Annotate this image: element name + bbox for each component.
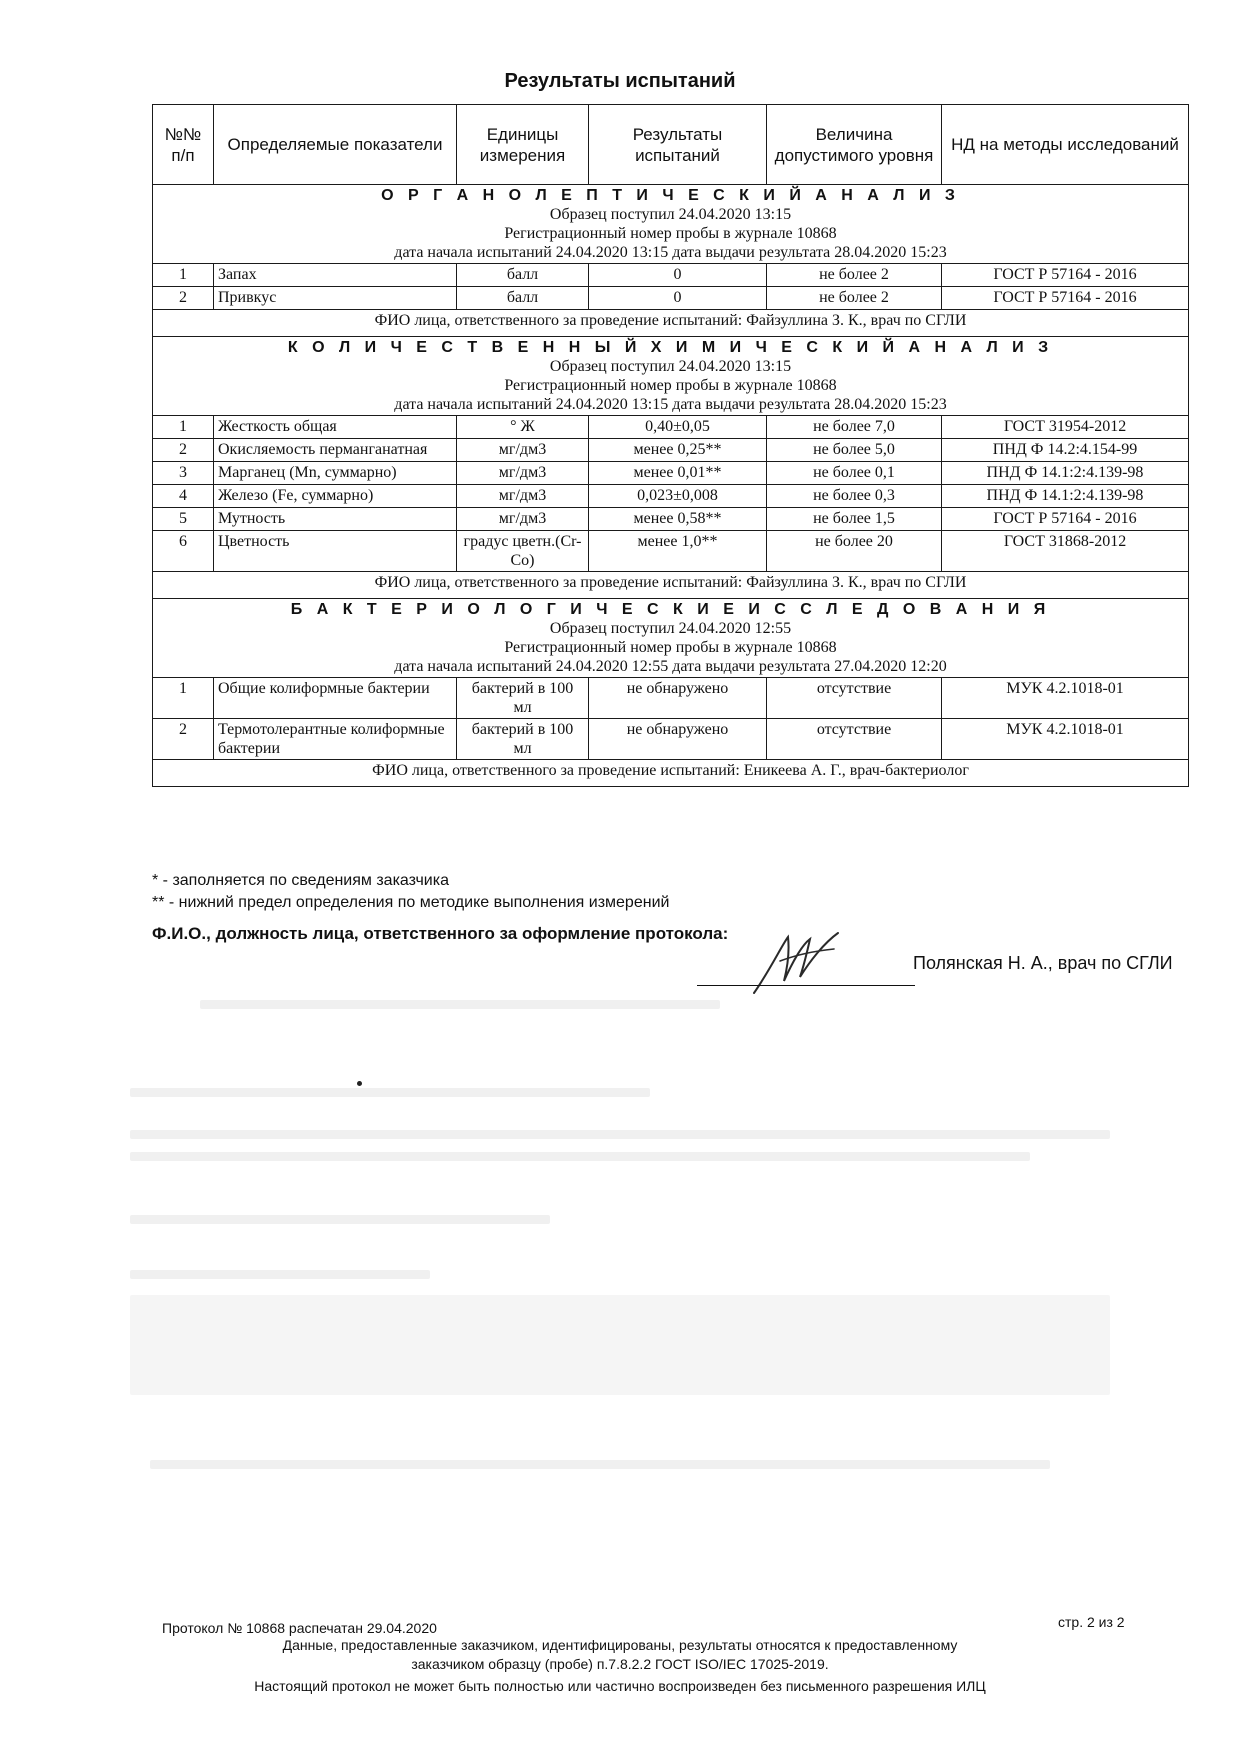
cell-units: мг/дм3 xyxy=(457,508,589,531)
table-row xyxy=(153,287,1189,310)
table-row xyxy=(153,719,1189,760)
cell-indicator: Окисляемость перманганатная xyxy=(214,439,457,462)
handwritten-signature xyxy=(740,915,850,1005)
cell-units: мг/дм3 xyxy=(457,485,589,508)
cell-result: менее 0,58** xyxy=(589,508,767,531)
page-number: стр. 2 из 2 xyxy=(1058,1614,1125,1630)
table-row xyxy=(153,508,1189,531)
cell-allowed-level: не более 20 xyxy=(767,531,942,572)
cell-number: 2 xyxy=(153,439,214,462)
header-methods: НД на методы исследований xyxy=(942,105,1189,185)
cell-indicator: Термотолерантные колиформные бактерии xyxy=(214,719,457,760)
table-row xyxy=(153,439,1189,462)
table-row xyxy=(153,678,1189,719)
ink-dot xyxy=(357,1081,362,1086)
bleed-through-mark xyxy=(130,1130,1110,1139)
bleed-through-mark xyxy=(130,1215,550,1224)
footer-disclaimer-line1: Данные, предоставленные заказчиком, идентифицированы, результаты относятся к предоставленному xyxy=(282,1637,958,1653)
cell-allowed-level: не более 0,3 xyxy=(767,485,942,508)
bleed-through-mark xyxy=(200,1000,720,1009)
cell-indicator: Цветность xyxy=(214,531,457,572)
cell-method: ПНД Ф 14.2:4.154-99 xyxy=(942,439,1189,462)
section-header-bacteriological xyxy=(153,599,1189,678)
header-number: №№ п/п xyxy=(153,105,214,185)
bleed-through-mark xyxy=(130,1295,1110,1395)
section-title: К О Л И Ч Е С Т В Е Н Н Ы Й Х И М И Ч Е С К И Й А Н А Л И З xyxy=(287,339,1054,356)
cell-number: 2 xyxy=(153,287,214,310)
responsible-person: ФИО лица, ответственного за проведение испытаний: Еникеева А. Г., врач-бактериолог xyxy=(153,760,1189,787)
cell-allowed-level: отсутствие xyxy=(767,678,942,719)
header-allowed-level: Величина допустимого уровня xyxy=(767,105,942,185)
test-dates: дата начала испытаний 24.04.2020 12:55 дата выдачи результата 27.04.2020 12:20 xyxy=(394,658,947,675)
table-row xyxy=(153,485,1189,508)
footnotes xyxy=(152,870,669,914)
section-header-chemical xyxy=(153,337,1189,416)
cell-method: ГОСТ 31954-2012 xyxy=(942,416,1189,439)
cell-result: 0 xyxy=(589,264,767,287)
results-table xyxy=(152,104,1189,787)
registration-number: Регистрационный номер пробы в журнале 10868 xyxy=(504,639,837,656)
bleed-through-mark xyxy=(130,1152,1030,1161)
cell-indicator: Запах xyxy=(214,264,457,287)
cell-indicator: Общие колиформные бактерии xyxy=(214,678,457,719)
table-row xyxy=(153,462,1189,485)
cell-result: 0,40±0,05 xyxy=(589,416,767,439)
table-header-row xyxy=(153,105,1189,185)
cell-indicator: Привкус xyxy=(214,287,457,310)
responsible-person: ФИО лица, ответственного за проведение испытаний: Файзуллина З. К., врач по СГЛИ xyxy=(153,572,1189,599)
cell-units: балл xyxy=(457,264,589,287)
cell-result: менее 1,0** xyxy=(589,531,767,572)
cell-result: 0 xyxy=(589,287,767,310)
cell-result: 0,023±0,008 xyxy=(589,485,767,508)
signature-line xyxy=(697,985,915,986)
protocol-print-info: Протокол № 10868 распечатан 29.04.2020 xyxy=(162,1620,437,1636)
cell-units: градус цветн.(Cr-Co) xyxy=(457,531,589,572)
bleed-through-mark xyxy=(130,1088,650,1097)
header-indicator: Определяемые показатели xyxy=(214,105,457,185)
cell-units: ° Ж xyxy=(457,416,589,439)
table-row xyxy=(153,531,1189,572)
cell-number: 2 xyxy=(153,719,214,760)
footnote-customer: * - заполняется по сведениям заказчика xyxy=(152,872,449,889)
cell-indicator: Марганец (Mn, суммарно) xyxy=(214,462,457,485)
sample-received: Образец поступил 24.04.2020 13:15 xyxy=(549,206,792,223)
cell-result: менее 0,01** xyxy=(589,462,767,485)
cell-method: МУК 4.2.1018-01 xyxy=(942,678,1189,719)
cell-result: не обнаружено xyxy=(589,678,767,719)
sample-received: Образец поступил 24.04.2020 12:55 xyxy=(549,620,792,637)
registration-number: Регистрационный номер пробы в журнале 10868 xyxy=(504,377,837,394)
cell-number: 1 xyxy=(153,678,214,719)
cell-units: балл xyxy=(457,287,589,310)
responsible-row xyxy=(153,572,1189,599)
cell-units: мг/дм3 xyxy=(457,439,589,462)
cell-allowed-level: не более 2 xyxy=(767,287,942,310)
cell-result: менее 0,25** xyxy=(589,439,767,462)
cell-units: бактерий в 100 мл xyxy=(457,719,589,760)
cell-allowed-level: не более 1,5 xyxy=(767,508,942,531)
cell-method: ПНД Ф 14.1:2:4.139-98 xyxy=(942,485,1189,508)
test-dates: дата начала испытаний 24.04.2020 13:15 дата выдачи результата 28.04.2020 15:23 xyxy=(394,244,947,261)
cell-method: ГОСТ Р 57164 - 2016 xyxy=(942,508,1189,531)
page-title: Результаты испытаний xyxy=(504,70,736,92)
cell-result: не обнаружено xyxy=(589,719,767,760)
cell-allowed-level: не более 0,1 xyxy=(767,462,942,485)
protocol-responsible-label: Ф.И.О., должность лица, ответственного за оформление протокола: xyxy=(152,924,729,943)
cell-number: 5 xyxy=(153,508,214,531)
table-row xyxy=(153,264,1189,287)
cell-number: 6 xyxy=(153,531,214,572)
bleed-through-mark xyxy=(130,1270,430,1279)
footer-disclaimer-line3: Настоящий протокол не может быть полностью или частично воспроизведен без письменного разрешения ИЛЦ xyxy=(254,1678,986,1694)
responsible-row xyxy=(153,310,1189,337)
protocol-responsible-name: Полянская Н. А., врач по СГЛИ xyxy=(913,953,1173,973)
footer-disclaimer-line2: заказчиком образцу (пробе) п.7.8.2.2 ГОСТ ISO/IEC 17025-2019. xyxy=(411,1656,829,1672)
header-units: Единицы измерения xyxy=(457,105,589,185)
responsible-row xyxy=(153,760,1189,787)
cell-number: 3 xyxy=(153,462,214,485)
cell-number: 1 xyxy=(153,264,214,287)
sample-received: Образец поступил 24.04.2020 13:15 xyxy=(549,358,792,375)
table-row xyxy=(153,416,1189,439)
bleed-through-mark xyxy=(150,1460,1050,1469)
footnote-detection-limit: ** - нижний предел определения по методике выполнения измерений xyxy=(152,894,670,911)
test-dates: дата начала испытаний 24.04.2020 13:15 дата выдачи результата 28.04.2020 15:23 xyxy=(394,396,947,413)
cell-method: ПНД Ф 14.1:2:4.139-98 xyxy=(942,462,1189,485)
cell-number: 1 xyxy=(153,416,214,439)
cell-allowed-level: отсутствие xyxy=(767,719,942,760)
section-header-organoleptic xyxy=(153,185,1189,264)
cell-indicator: Мутность xyxy=(214,508,457,531)
cell-units: мг/дм3 xyxy=(457,462,589,485)
cell-indicator: Железо (Fe, суммарно) xyxy=(214,485,457,508)
section-title: О Р Г А Н О Л Е П Т И Ч Е С К И Й А Н А Л И З xyxy=(381,187,960,204)
cell-number: 4 xyxy=(153,485,214,508)
cell-units: бактерий в 100 мл xyxy=(457,678,589,719)
registration-number: Регистрационный номер пробы в журнале 10868 xyxy=(504,225,837,242)
header-results: Результаты испытаний xyxy=(589,105,767,185)
cell-allowed-level: не более 5,0 xyxy=(767,439,942,462)
cell-indicator: Жесткость общая xyxy=(214,416,457,439)
cell-method: ГОСТ Р 57164 - 2016 xyxy=(942,264,1189,287)
section-title: Б А К Т Е Р И О Л О Г И Ч Е С К И Е И С С Л Е Д О В А Н И Я xyxy=(290,601,1051,618)
cell-method: МУК 4.2.1018-01 xyxy=(942,719,1189,760)
responsible-person: ФИО лица, ответственного за проведение испытаний: Файзуллина З. К., врач по СГЛИ xyxy=(153,310,1189,337)
cell-allowed-level: не более 7,0 xyxy=(767,416,942,439)
cell-method: ГОСТ Р 57164 - 2016 xyxy=(942,287,1189,310)
cell-allowed-level: не более 2 xyxy=(767,264,942,287)
cell-method: ГОСТ 31868-2012 xyxy=(942,531,1189,572)
